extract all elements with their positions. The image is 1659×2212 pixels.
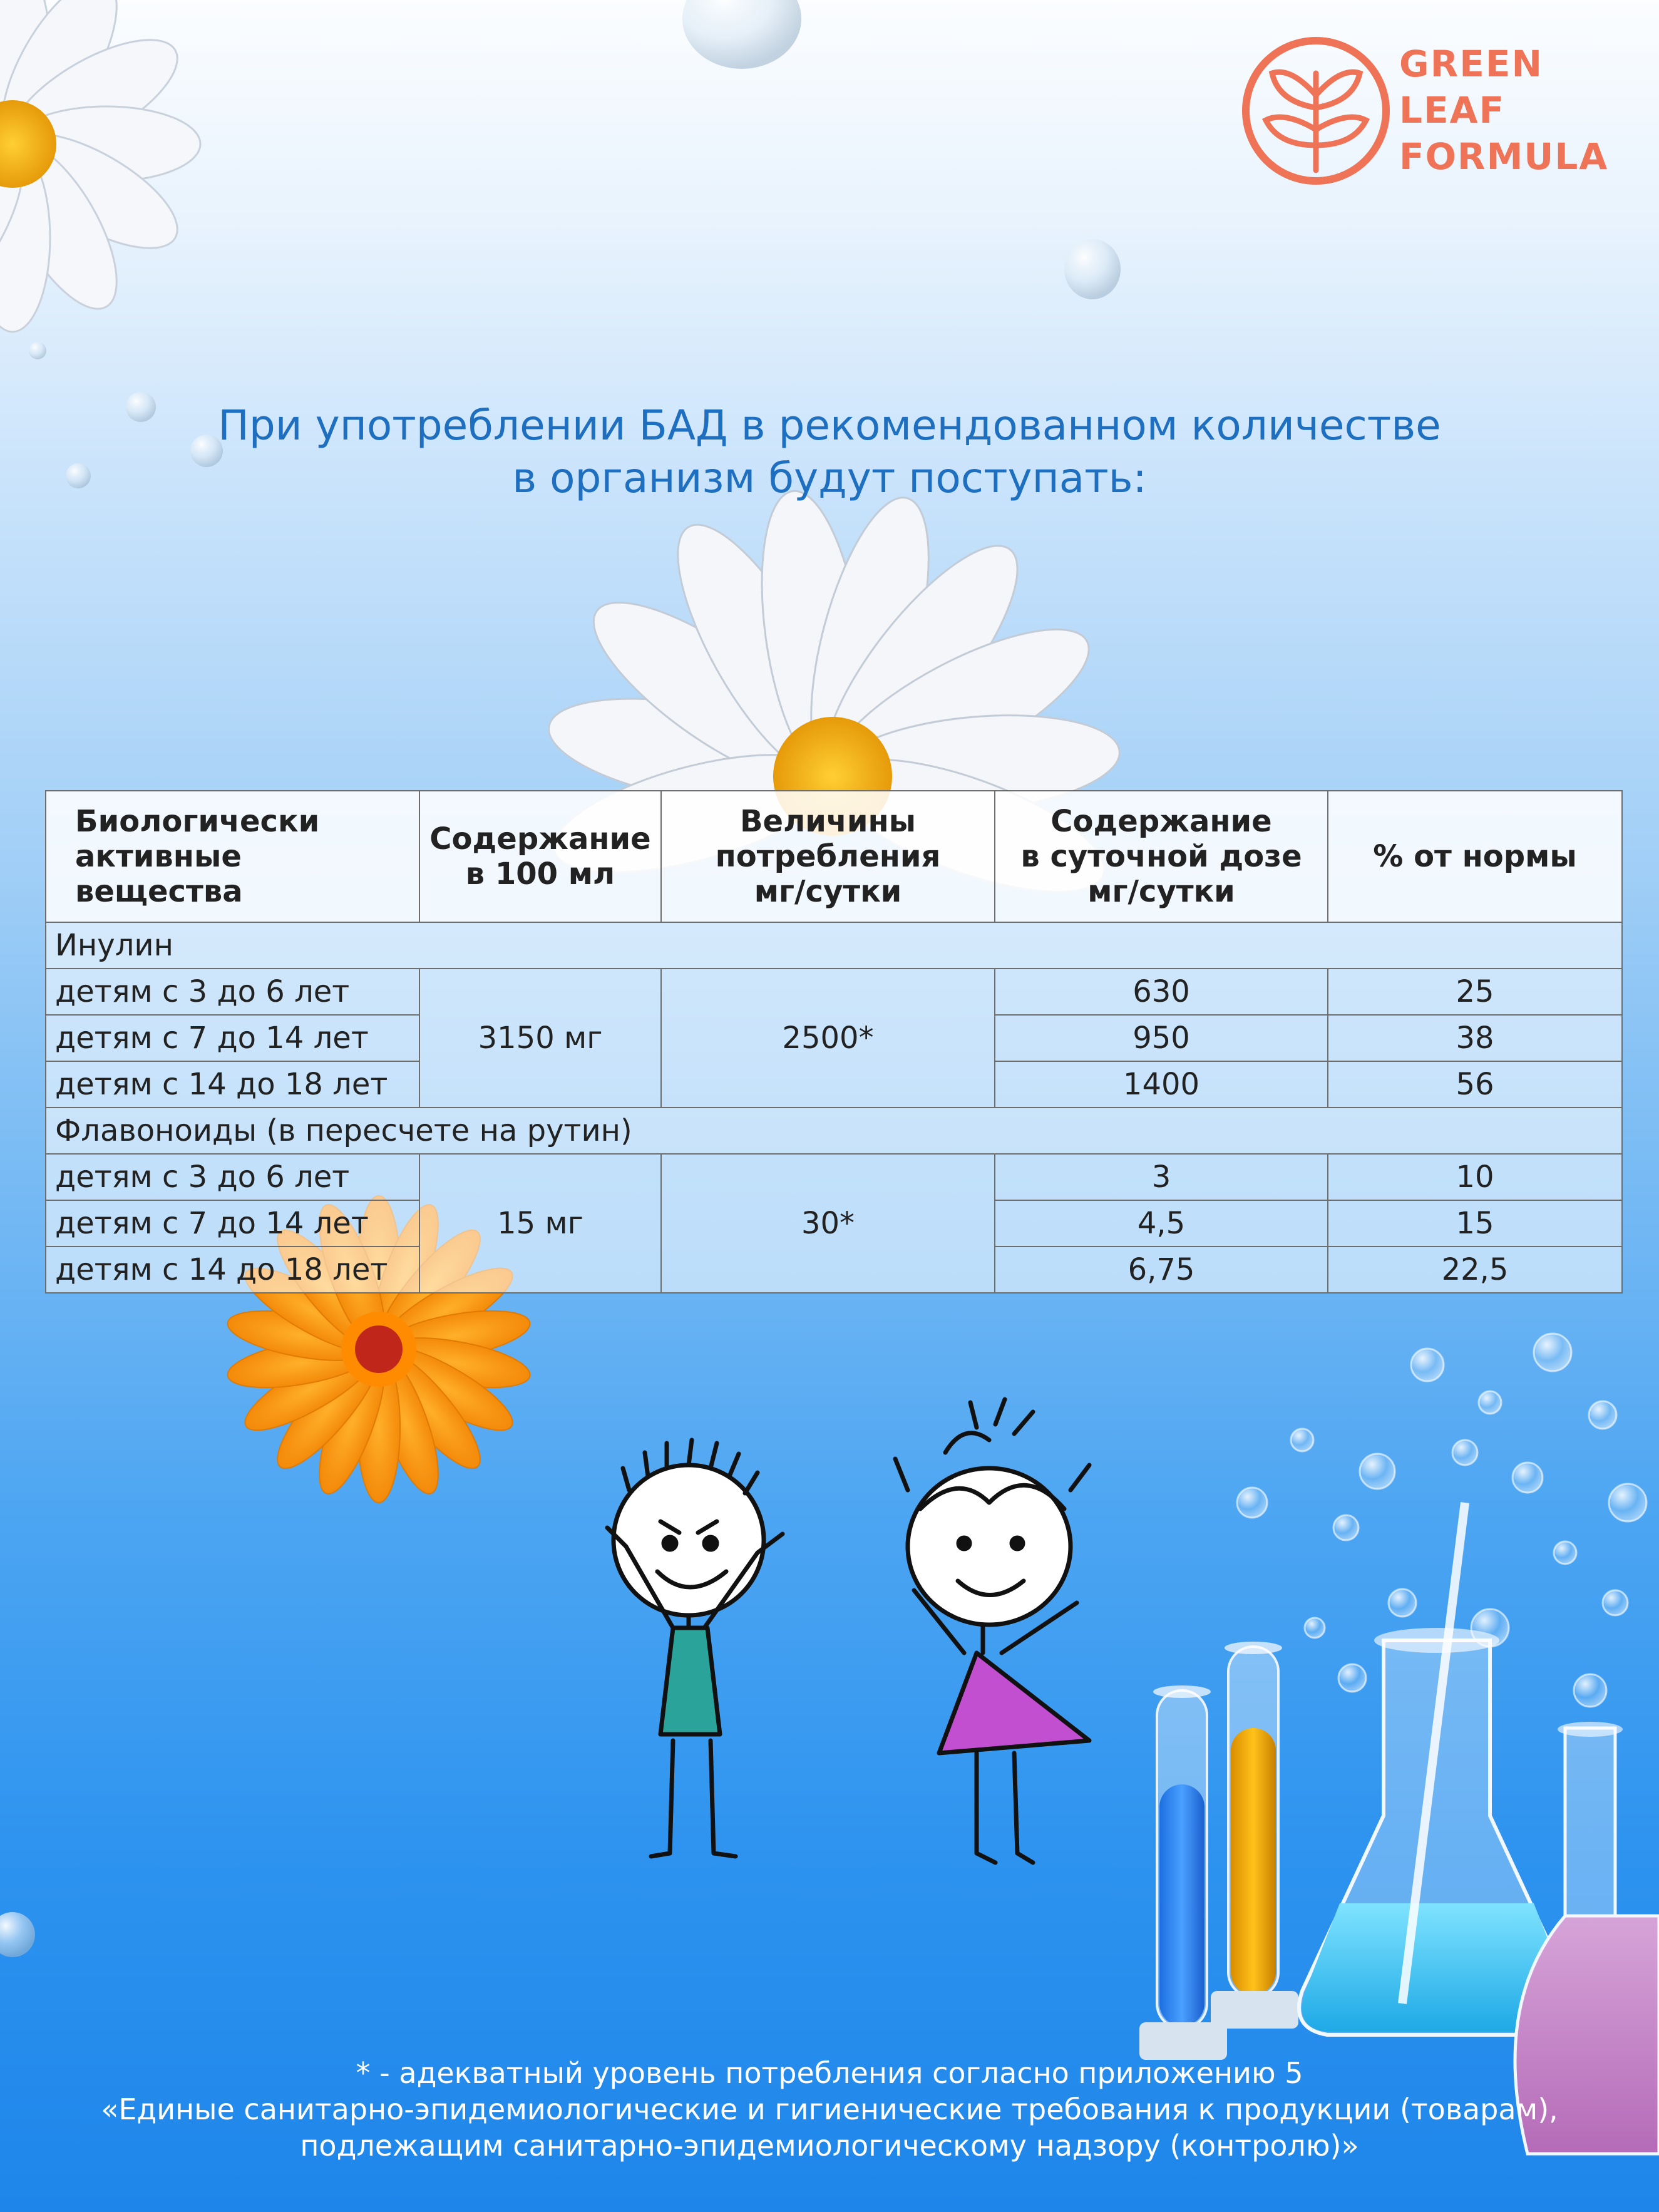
group-content-100ml: 15 мг (419, 1154, 661, 1293)
header-intake: Величины потребления мг/сутки (661, 791, 995, 922)
footnote-line-3: подлежащим санитарно-эпидемиологическому надзору (контролю)» (300, 2129, 1359, 2163)
title-line-1: При употреблении БАД в рекомендованном количестве (218, 401, 1441, 450)
footnote (0, 2055, 1659, 2164)
header-daily-dose: Содержание в суточной дозе мг/сутки (995, 791, 1328, 922)
row-label: детям с 7 до 14 лет (46, 1015, 419, 1061)
header-content-100ml: Содержание в 100 мл (419, 791, 661, 922)
table-row (46, 1154, 1622, 1200)
title-line-2: в организм будут поступать: (512, 454, 1147, 502)
row-daily: 3 (995, 1154, 1328, 1200)
table-row (46, 969, 1622, 1015)
row-percent: 56 (1328, 1061, 1622, 1108)
row-percent: 15 (1328, 1200, 1622, 1247)
group-name: Инулин (46, 922, 1622, 969)
group-intake: 30* (661, 1154, 995, 1293)
nutrient-table (45, 790, 1623, 1294)
logo-line-1: GREEN (1399, 43, 1544, 85)
row-percent: 22,5 (1328, 1247, 1622, 1293)
group-name: Флавоноиды (в пересчете на рутин) (46, 1108, 1622, 1154)
row-percent: 25 (1328, 969, 1622, 1015)
logo-line-2: LEAF (1399, 89, 1506, 131)
row-label: детям с 3 до 6 лет (46, 1154, 419, 1200)
row-daily: 950 (995, 1015, 1328, 1061)
row-label: детям с 7 до 14 лет (46, 1200, 419, 1247)
table-group-row (46, 1108, 1622, 1154)
footnote-line-2: «Единые санитарно-эпидемиологические и гигиенические требования к продукции (товарам), (101, 2092, 1558, 2126)
page-title (0, 399, 1659, 505)
row-label: детям с 3 до 6 лет (46, 969, 419, 1015)
row-daily: 630 (995, 969, 1328, 1015)
header-percent: % от нормы (1328, 791, 1622, 922)
row-daily: 4,5 (995, 1200, 1328, 1247)
row-daily: 6,75 (995, 1247, 1328, 1293)
group-intake: 2500* (661, 969, 995, 1108)
leaf-emblem-icon (1241, 36, 1391, 186)
logo-line-3: FORMULA (1399, 135, 1609, 178)
row-percent: 38 (1328, 1015, 1622, 1061)
row-daily: 1400 (995, 1061, 1328, 1108)
table-group-row (46, 922, 1622, 969)
row-label: детям с 14 до 18 лет (46, 1247, 419, 1293)
table-header-row (46, 791, 1622, 922)
group-content-100ml: 3150 мг (419, 969, 661, 1108)
brand-logo (1233, 28, 1634, 197)
row-percent: 10 (1328, 1154, 1622, 1200)
row-label: детям с 14 до 18 лет (46, 1061, 419, 1108)
daisy-top-left-icon (0, 0, 200, 332)
footnote-line-1: * - адекватный уровень потребления согласно приложению 5 (356, 2056, 1303, 2090)
boy-drawing-icon (607, 1440, 783, 1856)
girl-drawing-icon (895, 1399, 1089, 1863)
header-substance: Биологически активные вещества (46, 791, 419, 922)
